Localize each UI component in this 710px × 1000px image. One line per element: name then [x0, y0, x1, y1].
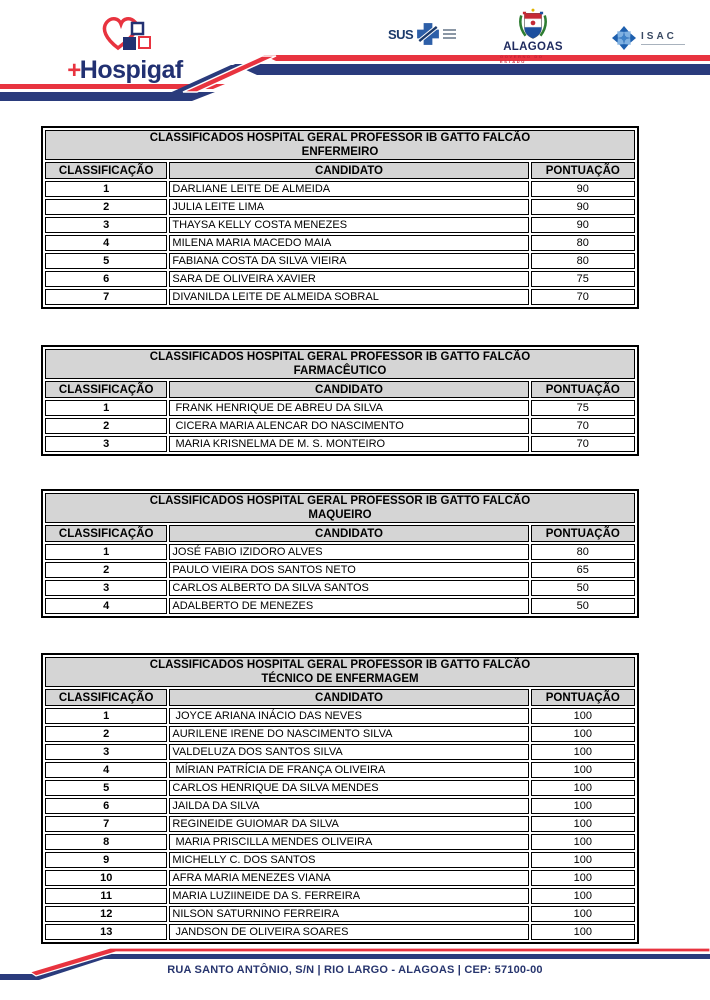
candidate-cell: MÍRIAN PATRÍCIA DE FRANÇA OLIVEIRA — [169, 762, 528, 778]
table-header-row — [45, 525, 635, 542]
candidate-cell: AFRA MARIA MENEZES VIANA — [169, 870, 528, 886]
table-title-row — [45, 349, 635, 379]
table-title-line1: CLASSIFICADOS HOSPITAL GERAL PROFESSOR IB GATTO FALCÃO — [149, 659, 531, 671]
table-row — [45, 580, 635, 596]
candidate-cell: JOYCE ARIANA INÁCIO DAS NEVES — [169, 708, 528, 724]
column-header: CANDIDATO — [169, 381, 528, 398]
isac-logo — [612, 26, 685, 50]
sus-small-text — [443, 29, 456, 39]
column-header: CANDIDATO — [169, 162, 528, 179]
table-row — [45, 834, 635, 850]
table-row — [45, 289, 635, 305]
score-cell: 75 — [531, 271, 635, 287]
table-title — [45, 130, 635, 160]
alagoas-sublabel: GOVERNO DO ESTADO — [500, 54, 544, 64]
classification-table — [41, 126, 639, 309]
table-row — [45, 199, 635, 215]
rank-cell: 1 — [45, 544, 167, 560]
page-footer — [0, 940, 710, 1000]
table-header-row — [45, 381, 635, 398]
table-row — [45, 780, 635, 796]
page-header — [0, 0, 710, 122]
rank-cell: 8 — [45, 834, 167, 850]
candidate-cell: JULIA LEITE LIMA — [169, 199, 528, 215]
score-cell: 100 — [531, 870, 635, 886]
rank-cell: 7 — [45, 289, 167, 305]
isac-rosette-icon — [612, 26, 636, 50]
rank-cell: 9 — [45, 852, 167, 868]
rank-cell: 1 — [45, 400, 167, 416]
hospigaf-logo — [50, 10, 200, 88]
table-title-line1: CLASSIFICADOS HOSPITAL GERAL PROFESSOR IB GATTO FALCÃO — [149, 132, 531, 144]
score-cell: 65 — [531, 562, 635, 578]
candidate-cell: PAULO VIEIRA DOS SANTOS NETO — [169, 562, 528, 578]
score-cell: 70 — [531, 418, 635, 434]
candidate-cell: DARLIANE LEITE DE ALMEIDA — [169, 181, 528, 197]
hospigaf-heart-icon — [96, 10, 154, 58]
table-row — [45, 217, 635, 233]
candidate-cell: FABIANA COSTA DA SILVA VIEIRA — [169, 253, 528, 269]
rank-cell: 12 — [45, 906, 167, 922]
table-row — [45, 271, 635, 287]
score-cell: 100 — [531, 762, 635, 778]
column-header: CANDIDATO — [169, 525, 528, 542]
table-row — [45, 888, 635, 904]
candidate-cell: CICERA MARIA ALENCAR DO NASCIMENTO — [169, 418, 528, 434]
candidate-cell: REGINEIDE GUIOMAR DA SILVA — [169, 816, 528, 832]
table-row — [45, 181, 635, 197]
score-cell: 100 — [531, 888, 635, 904]
column-header: PONTUAÇÃO — [531, 689, 635, 706]
rank-cell: 4 — [45, 598, 167, 614]
candidate-cell: MICHELLY C. DOS SANTOS — [169, 852, 528, 868]
table-title-line1: CLASSIFICADOS HOSPITAL GERAL PROFESSOR IB GATTO FALCÃO — [149, 351, 531, 363]
table-title — [45, 349, 635, 379]
table-row — [45, 400, 635, 416]
rank-cell: 11 — [45, 888, 167, 904]
rank-cell: 7 — [45, 816, 167, 832]
rank-cell: 4 — [45, 235, 167, 251]
score-cell: 100 — [531, 780, 635, 796]
hospigaf-label: Hospigaf — [79, 56, 183, 84]
hospigaf-cross-icon: + — [67, 57, 81, 84]
rank-cell: 2 — [45, 726, 167, 742]
table-row — [45, 235, 635, 251]
score-cell: 100 — [531, 816, 635, 832]
rank-cell: 2 — [45, 418, 167, 434]
table-row — [45, 870, 635, 886]
table-row — [45, 816, 635, 832]
candidate-cell: ADALBERTO DE MENEZES — [169, 598, 528, 614]
score-cell: 100 — [531, 708, 635, 724]
table-row — [45, 852, 635, 868]
score-cell: 50 — [531, 598, 635, 614]
candidate-cell: MARIA LUZIINEIDE DA S. FERREIRA — [169, 888, 528, 904]
sus-cross-icon — [416, 22, 440, 46]
sus-logo — [388, 22, 456, 46]
candidate-cell: JANDSON DE OLIVEIRA SOARES — [169, 924, 528, 940]
table-title-line2: FARMACÊUTICO — [293, 365, 387, 377]
candidate-cell: MILENA MARIA MACEDO MAIA — [169, 235, 528, 251]
table-row — [45, 744, 635, 760]
candidate-cell: JOSÉ FABIO IZIDORO ALVES — [169, 544, 528, 560]
score-cell: 90 — [531, 199, 635, 215]
column-header: CLASSIFICAÇÃO — [45, 381, 167, 398]
candidate-cell: SARA DE OLIVEIRA XAVIER — [169, 271, 528, 287]
classification-table — [41, 345, 639, 456]
score-cell: 80 — [531, 235, 635, 251]
table-row — [45, 544, 635, 560]
candidate-cell: NILSON SATURNINO FERREIRA — [169, 906, 528, 922]
table-row — [45, 562, 635, 578]
candidate-cell: DIVANILDA LEITE DE ALMEIDA SOBRAL — [169, 289, 528, 305]
table-row — [45, 726, 635, 742]
score-cell: 80 — [531, 544, 635, 560]
candidate-cell: FRANK HENRIQUE DE ABREU DA SILVA — [169, 400, 528, 416]
rank-cell: 5 — [45, 253, 167, 269]
rank-cell: 2 — [45, 199, 167, 215]
isac-label: ISAC — [641, 30, 677, 42]
table-title-line2: MAQUEIRO — [308, 509, 372, 521]
rank-cell: 6 — [45, 271, 167, 287]
classification-table — [41, 489, 639, 618]
table-row — [45, 924, 635, 940]
rank-cell: 5 — [45, 780, 167, 796]
table-title-row — [45, 493, 635, 523]
table-title-row — [45, 130, 635, 160]
score-cell: 100 — [531, 852, 635, 868]
alagoas-label: ALAGOAS — [503, 41, 563, 53]
table-title-line1: CLASSIFICADOS HOSPITAL GERAL PROFESSOR IB GATTO FALCÃO — [149, 495, 531, 507]
table-title-row — [45, 657, 635, 687]
table-title-line2: ENFERMEIRO — [301, 146, 379, 158]
rank-cell: 3 — [45, 744, 167, 760]
candidate-cell: MARIA PRISCILLA MENDES OLIVEIRA — [169, 834, 528, 850]
score-cell: 100 — [531, 798, 635, 814]
score-cell: 100 — [531, 924, 635, 940]
table-row — [45, 253, 635, 269]
footer-address: RUA SANTO ANTÔNIO, S/N | RIO LARGO - ALAGOAS | CEP: 57100-00 — [167, 964, 543, 976]
score-cell: 100 — [531, 906, 635, 922]
score-cell: 90 — [531, 217, 635, 233]
rank-cell: 1 — [45, 708, 167, 724]
score-cell: 100 — [531, 726, 635, 742]
rank-cell: 3 — [45, 436, 167, 452]
candidate-cell: JAILDA DA SILVA — [169, 798, 528, 814]
rank-cell: 6 — [45, 798, 167, 814]
column-header: CLASSIFICAÇÃO — [45, 525, 167, 542]
table-row — [45, 798, 635, 814]
rank-cell: 3 — [45, 580, 167, 596]
column-header: PONTUAÇÃO — [531, 525, 635, 542]
rank-cell: 4 — [45, 762, 167, 778]
table-row — [45, 762, 635, 778]
column-header: CLASSIFICAÇÃO — [45, 162, 167, 179]
isac-small-text — [641, 44, 685, 46]
score-cell: 70 — [531, 289, 635, 305]
table-header-row — [45, 689, 635, 706]
hospigaf-wordmark — [50, 56, 200, 85]
candidate-cell: AURILENE IRENE DO NASCIMENTO SILVA — [169, 726, 528, 742]
table-row — [45, 708, 635, 724]
score-cell: 50 — [531, 580, 635, 596]
table-row — [45, 598, 635, 614]
rank-cell: 3 — [45, 217, 167, 233]
candidate-cell: CARLOS ALBERTO DA SILVA SANTOS — [169, 580, 528, 596]
rank-cell: 1 — [45, 181, 167, 197]
candidate-cell: VALDELUZA DOS SANTOS SILVA — [169, 744, 528, 760]
column-header: CANDIDATO — [169, 689, 528, 706]
alagoas-logo — [500, 8, 566, 64]
classification-table — [41, 653, 639, 944]
score-cell: 70 — [531, 436, 635, 452]
rank-cell: 10 — [45, 870, 167, 886]
table-row — [45, 906, 635, 922]
alagoas-crest-icon — [517, 8, 549, 40]
table-header-row — [45, 162, 635, 179]
score-cell: 100 — [531, 744, 635, 760]
score-cell: 75 — [531, 400, 635, 416]
candidate-cell: THAYSA KELLY COSTA MENEZES — [169, 217, 528, 233]
column-header: CLASSIFICAÇÃO — [45, 689, 167, 706]
column-header: PONTUAÇÃO — [531, 381, 635, 398]
candidate-cell: MARIA KRISNELMA DE M. S. MONTEIRO — [169, 436, 528, 452]
table-title — [45, 657, 635, 687]
candidate-cell: CARLOS HENRIQUE DA SILVA MENDES — [169, 780, 528, 796]
rank-cell: 13 — [45, 924, 167, 940]
table-title-line2: TÉCNICO DE ENFERMAGEM — [261, 673, 419, 685]
score-cell: 100 — [531, 834, 635, 850]
table-title — [45, 493, 635, 523]
rank-cell: 2 — [45, 562, 167, 578]
table-row — [45, 418, 635, 434]
column-header: PONTUAÇÃO — [531, 162, 635, 179]
table-row — [45, 436, 635, 452]
score-cell: 80 — [531, 253, 635, 269]
sus-label: SUS — [388, 26, 414, 42]
score-cell: 90 — [531, 181, 635, 197]
